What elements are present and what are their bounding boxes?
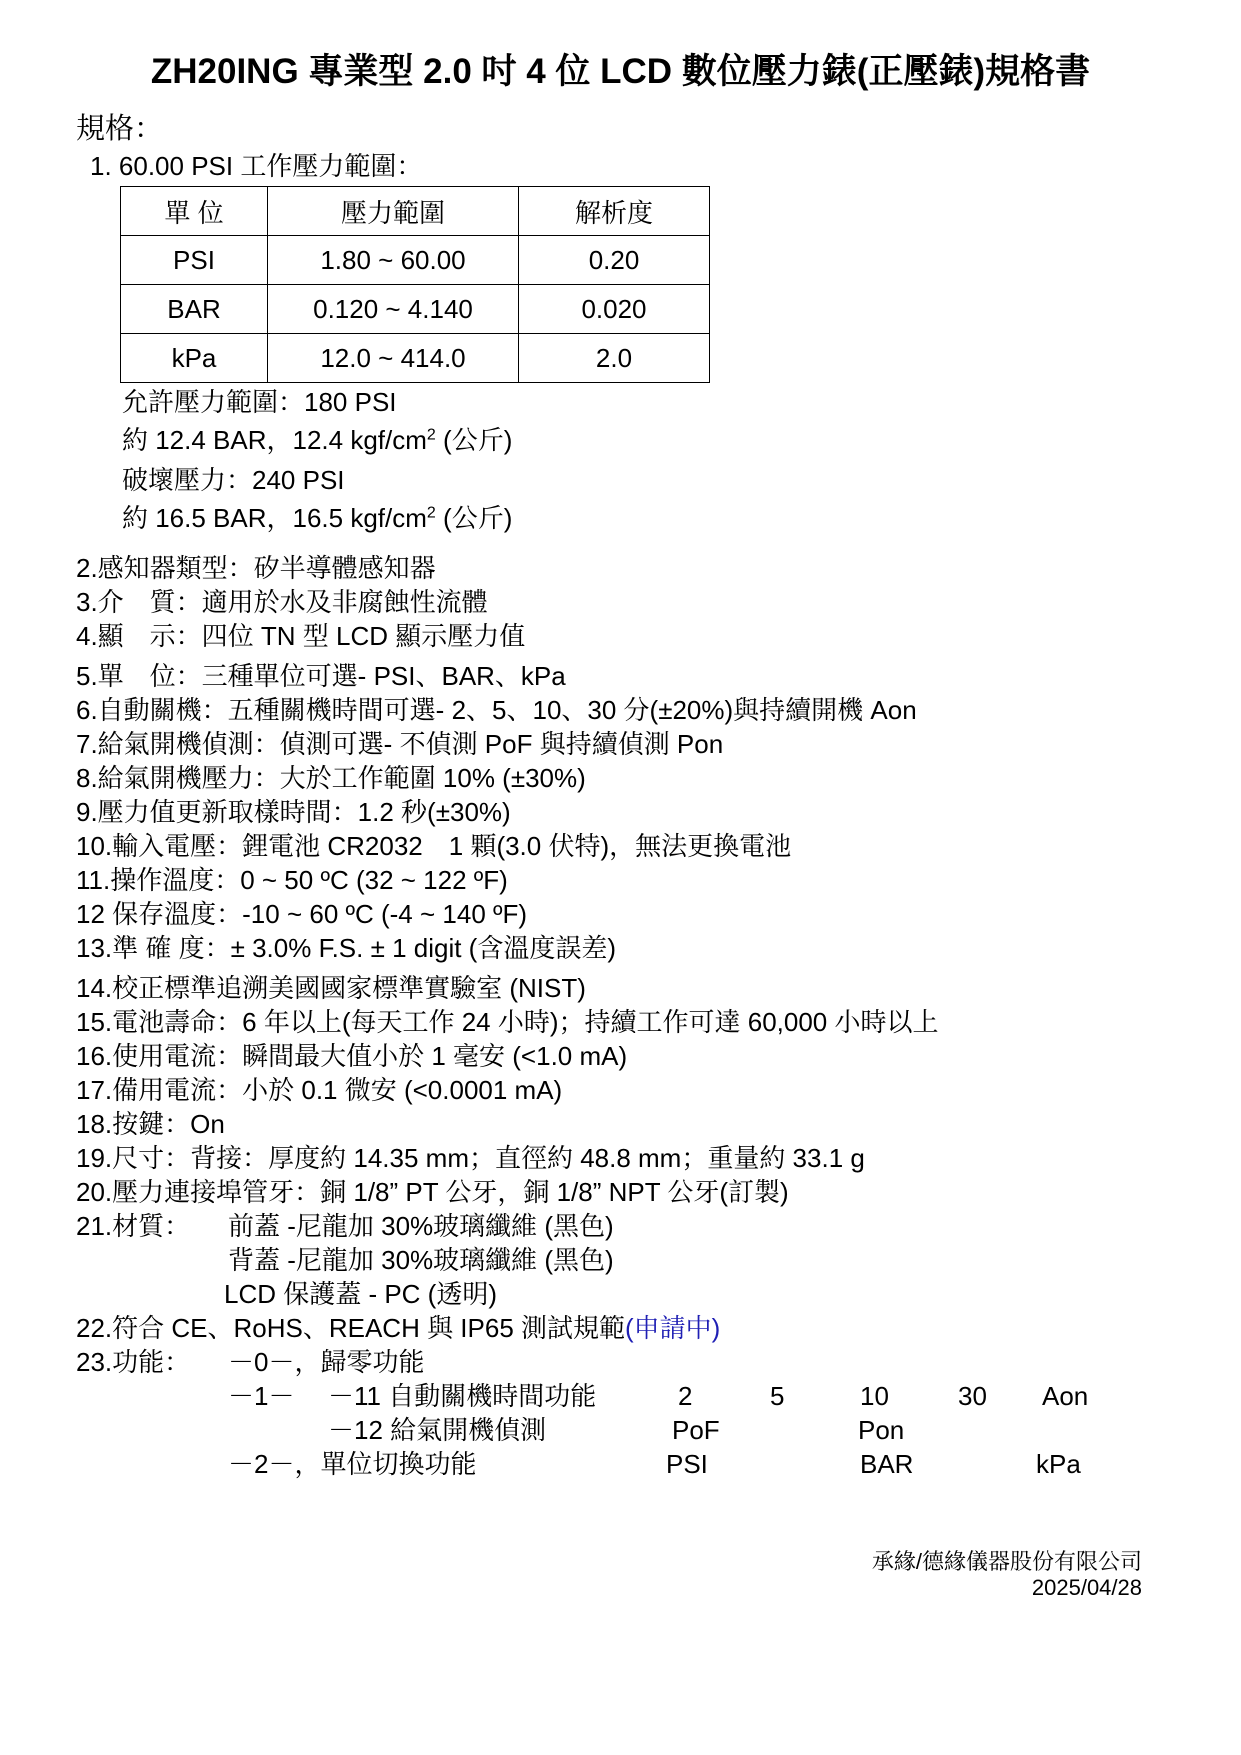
spec-item: 18.按鍵：On <box>76 1109 225 1139</box>
table-cell: 1.80 ~ 60.00 <box>268 236 519 285</box>
table-header-cell: 解析度 <box>519 187 710 236</box>
spec-item: 8.給氣開機壓力：大於工作範圍 10% (±30%) <box>76 763 586 793</box>
spec-item: 16.使用電流：瞬間最大值小於 1 毫安 (<1.0 mA) <box>76 1041 628 1071</box>
table-cell: BAR <box>121 285 268 334</box>
material-front-cover: 前蓋 -尼龍加 30%玻璃纖維 (黑色) <box>228 1211 614 1241</box>
material-lcd-cover: LCD 保護蓋 - PC (透明) <box>224 1279 498 1309</box>
functions-label: 23.功能： <box>76 1347 191 1377</box>
spec-item: 5.單 位：三種單位可選- PSI、BAR、kPa <box>76 661 566 691</box>
table-cell: kPa <box>121 334 268 383</box>
burst-pressure-bar <box>122 502 512 534</box>
table-cell: 0.120 ~ 4.140 <box>268 285 519 334</box>
table-cell: PSI <box>121 236 268 285</box>
function-pressure-detect: －12 給氣開機偵測 <box>328 1415 547 1445</box>
unit-note: (公斤) <box>435 425 513 455</box>
auto-off-option: Aon <box>1042 1381 1089 1411</box>
unit-option: BAR <box>860 1449 914 1479</box>
table-row <box>121 334 710 383</box>
spec-item: 17.備用電流：小於 0.1 微安 (<0.0001 mA) <box>76 1075 563 1105</box>
pressure-range-table <box>120 186 710 383</box>
spec-item: 19.尺寸：背接：厚度約 14.35 mm；直徑約 48.8 mm；重量約 33.1 g <box>76 1143 865 1173</box>
spec-item: 7.給氣開機偵測：偵測可選- 不偵測 PoF 與持續偵測 Pon <box>76 729 724 759</box>
certification-text: 22.符合 CE、RoHS、REACH 與 IP65 測試規範 <box>76 1313 626 1343</box>
auto-off-option: 5 <box>770 1381 785 1411</box>
document-title: ZH20ING 專業型 2.0 吋 4 位 LCD 數位壓力錶(正壓錶)規格書 <box>150 52 1091 91</box>
spec-heading: 規格： <box>76 113 164 145</box>
table-header-cell: 單 位 <box>121 187 268 236</box>
spec-item: 14.校正標準追溯美國國家標準實驗室 (NIST) <box>76 973 586 1003</box>
table-header-row <box>121 187 710 236</box>
table-header-cell: 壓力範圍 <box>268 187 519 236</box>
function-one: －1－ <box>228 1381 295 1411</box>
auto-off-option: 2 <box>678 1381 693 1411</box>
spec-item: 15.電池壽命：6 年以上(每天工作 24 小時)；持續工作可達 60,000 小時以上 <box>76 1007 939 1037</box>
spec-item: 9.壓力值更新取樣時間：1.2 秒(±30%) <box>76 797 511 827</box>
table-cell: 0.020 <box>519 285 710 334</box>
working-range-title: 1. 60.00 PSI 工作壓力範圍： <box>90 151 423 181</box>
company-name: 承緣/德緣儀器股份有限公司 <box>871 1549 1142 1574</box>
document-date: 2025/04/28 <box>1031 1575 1142 1600</box>
spec-item: 2.感知器類型：矽半導體感知器 <box>76 553 436 583</box>
allowable-pressure-bar <box>122 424 512 456</box>
unit-option: kPa <box>1036 1449 1081 1479</box>
table-cell: 0.20 <box>519 236 710 285</box>
detect-option: Pon <box>858 1415 905 1445</box>
superscript: 2 <box>426 504 436 522</box>
material-back-cover: 背蓋 -尼龍加 30%玻璃纖維 (黑色) <box>228 1245 614 1275</box>
function-auto-off: －11 自動關機時間功能 <box>328 1381 597 1411</box>
spec-item: 13.準 確 度：± 3.0% F.S. ± 1 digit (含溫度誤差) <box>76 933 616 963</box>
superscript: 2 <box>426 426 436 444</box>
auto-off-option: 10 <box>860 1381 889 1411</box>
function-two: －2－，單位切換功能 <box>228 1449 477 1479</box>
table-cell: 12.0 ~ 414.0 <box>268 334 519 383</box>
unit-note: (公斤) <box>435 503 513 533</box>
auto-off-option: 30 <box>958 1381 987 1411</box>
spec-item: 3.介 質：適用於水及非腐蝕性流體 <box>76 587 488 617</box>
allowable-pressure-bar-text: 約 12.4 BAR，12.4 kgf/cm <box>122 425 427 455</box>
spec-item: 6.自動關機：五種關機時間可選- 2、5、10、30 分(±20%)與持續開機 Aon <box>76 695 917 725</box>
table-cell: 2.0 <box>519 334 710 383</box>
table-row <box>121 236 710 285</box>
spec-item: 11.操作溫度：0 ~ 50 ºC (32 ~ 122 ºF) <box>76 865 508 895</box>
spec-item: 12 保存溫度：-10 ~ 60 ºC (-4 ~ 140 ºF) <box>76 899 528 929</box>
function-zero: －0－，歸零功能 <box>228 1347 425 1377</box>
burst-pressure: 破壞壓力：240 PSI <box>122 465 345 495</box>
spec-item: 4.顯 示：四位 TN 型 LCD 顯示壓力值 <box>76 621 526 651</box>
allowable-pressure: 允許壓力範圍：180 PSI <box>122 387 397 417</box>
certification <box>76 1312 720 1344</box>
table-row <box>121 285 710 334</box>
unit-option: PSI <box>666 1449 708 1479</box>
spec-item: 20.壓力連接埠管牙：銅 1/8” PT 公牙，銅 1/8” NPT 公牙(訂製) <box>76 1177 789 1207</box>
spec-item: 10.輸入電壓：鋰電池 CR2032 1 顆(3.0 伏特)，無法更換電池 <box>76 831 792 861</box>
detect-option: PoF <box>672 1415 720 1445</box>
material-label: 21.材質： <box>76 1211 191 1241</box>
certification-status: (申請中) <box>625 1313 721 1343</box>
burst-pressure-bar-text: 約 16.5 BAR，16.5 kgf/cm <box>122 503 427 533</box>
